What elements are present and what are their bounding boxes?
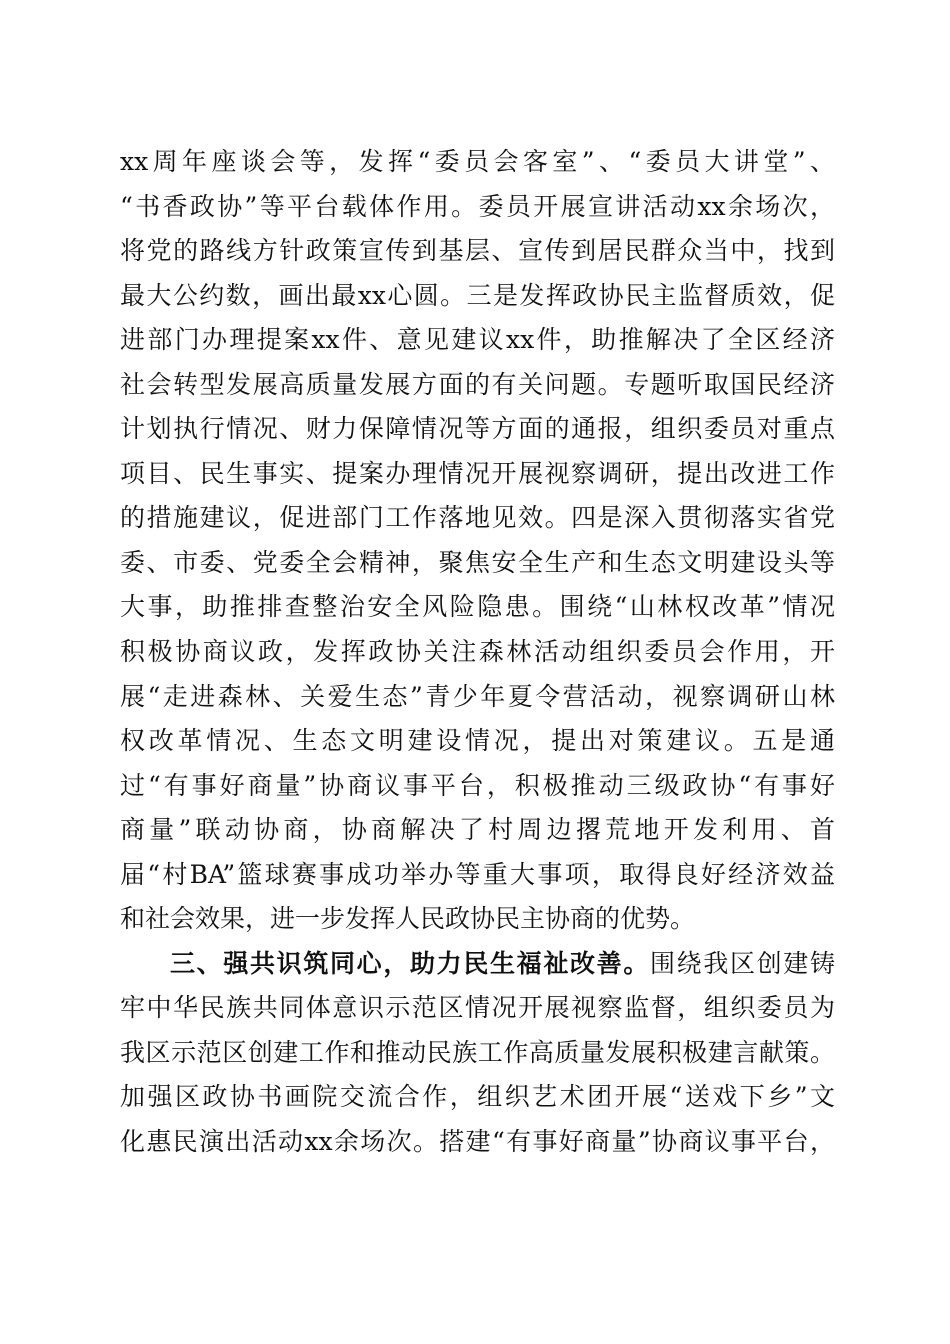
body-text xyxy=(120,140,835,1165)
text-line: 过“有事好商量”协商议事平台，积极推动三级政协“有事好 xyxy=(120,770,835,800)
section-3-paragraph xyxy=(120,942,835,1165)
text-line: 的措施建议，促进部门工作落地见效。四是深入贯彻落实省党 xyxy=(120,503,835,533)
text-line: 展“走进森林、关爱生态”青少年夏令营活动，视察调研山林 xyxy=(120,681,835,711)
text-line: 大事，助推排查整治安全风险隐患。围绕“山林权改革”情况 xyxy=(120,592,835,622)
text-line: 进部门办理提案xx件、意见建议xx件，助推解决了全区经济 xyxy=(120,325,835,355)
text-line: 最大公约数，画出最xx心圆。三是发挥政协民主监督质效，促 xyxy=(120,280,835,310)
paragraph-continued xyxy=(120,140,835,942)
text-line: 项目、民生事实、提案办理情况开展视察调研，提出改进工作 xyxy=(120,458,835,488)
text-line: 社会转型发展高质量发展方面的有关问题。专题听取国民经济 xyxy=(120,369,835,399)
text-line: 委、市委、党委全会精神，聚焦安全生产和生态文明建设头等 xyxy=(120,547,835,577)
text-line: 届“村BA”篮球赛事成功举办等重大事项，取得良好经济效益 xyxy=(120,859,835,889)
text-line: 积极协商议政，发挥政协关注森林活动组织委员会作用，开 xyxy=(120,637,835,667)
text-line: 计划执行情况、财力保障情况等方面的通报，组织委员对重点 xyxy=(120,414,835,444)
text-line: 和社会效果，进一步发挥人民政协民主协商的优势。 xyxy=(120,904,696,934)
text-line: xx周年座谈会等，发挥“委员会客室”、“委员大讲堂”、 xyxy=(120,147,835,176)
text-line: 商量”联动协商，协商解决了村周边撂荒地开发利用、首 xyxy=(120,815,835,845)
text-line: 化惠民演出活动xx余场次。搭建“有事好商量”协商议事平台， xyxy=(120,1127,835,1157)
text-line: 我区示范区创建工作和推动民族工作高质量发展积极建言献策。 xyxy=(120,1037,835,1067)
text-line: 牢中华民族共同体意识示范区情况开展视察监督，组织委员为 xyxy=(120,993,835,1023)
section-heading: 三、强共识筑同心，助力民生福祉改善。 xyxy=(170,948,650,978)
text-line: 将党的路线方针政策宣传到基层、宣传到居民群众当中，找到 xyxy=(120,236,835,266)
section-heading-continuation: 围绕我区创建铸 xyxy=(649,948,835,978)
section-heading-line xyxy=(120,942,835,987)
text-line: 加强区政协书画院交流合作，组织艺术团开展“送戏下乡”文 xyxy=(120,1082,835,1112)
text-line: “书香政协”等平台载体作用。委员开展宣讲活动xx余场次， xyxy=(120,191,835,221)
text-line: 权改革情况、生态文明建设情况，提出对策建议。五是通 xyxy=(120,726,835,756)
